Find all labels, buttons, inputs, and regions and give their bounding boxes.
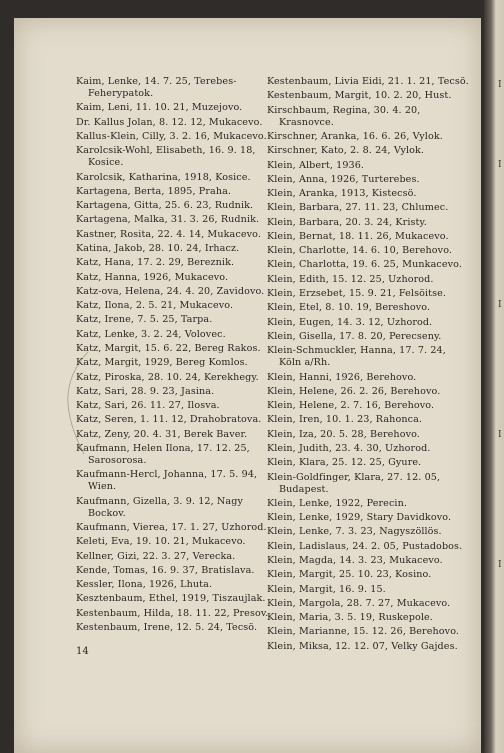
list-entry: Kastner, Rosita, 22. 4. 14, Mukacevo. xyxy=(76,228,261,240)
list-entry: Kallus-Klein, Cilly, 3. 2. 16, Mukacevo. xyxy=(76,130,267,142)
list-entry: Kartagena, Malka, 31. 3. 26, Rudnik. xyxy=(76,214,260,226)
list-entry: Katz, Hana, 17. 2. 29, Bereznik. xyxy=(76,257,235,269)
list-entry: Karolcsik-Wohl, Elisabeth, 16. 9. 18, Kosice. xyxy=(76,145,256,169)
list-entry: Kaufmann, Helen Ilona, 17. 12. 25, Sarosorosa. xyxy=(76,442,250,467)
list-entry: Klein, Erzsebet, 15. 9. 21, Felsöitse. xyxy=(267,288,447,300)
list-entry: Klein, Bernat, 18. 11. 26, Mukacevo. xyxy=(267,230,449,242)
list-entry: Klein, Miksa, 12. 12. 07, Velky Gajdes. xyxy=(267,640,458,652)
book-page xyxy=(14,18,481,753)
list-entry: Klein-Goldfinger, Klara, 27. 12. 05, Budapest. xyxy=(267,471,441,495)
list-entry: Kartagena, Gitta, 25. 6. 23, Rudnik. xyxy=(76,200,254,212)
list-entry: Katz-ova, Helena, 24. 4. 20, Zavidovo. xyxy=(76,285,265,297)
list-entry: Kesztenbaum, Ethel, 1919, Tiszaujlak. xyxy=(76,593,266,605)
list-entry: Klein, Margola, 28. 7. 27, Mukacevo. xyxy=(267,597,451,609)
list-entry: Katz, Margit, 1929, Bereg Komlos. xyxy=(76,357,248,369)
list-entry: Dr. Kallus Jolan, 8. 12. 12, Mukacevo. xyxy=(76,116,263,128)
list-entry: Kestenbaum, Irene, 12. 5. 24, Tecsö. xyxy=(76,622,258,634)
list-entry: Katz, Ilona, 2. 5. 21, Mukacevo. xyxy=(76,300,234,312)
list-entry: Kaim, Lenke, 14. 7. 25, Terebes-Feherypatok. xyxy=(76,76,237,100)
list-entry: Klein, Helene, 26. 2. 26, Berehovo. xyxy=(267,385,441,397)
list-entry: Katz, Seren, 1. 11. 12, Drahobratova. xyxy=(76,414,262,426)
list-entry: Katz, Lenke, 3. 2. 24, Volovec. xyxy=(76,328,226,340)
list-entry: Klein, Magda, 14. 3. 23, Mukacevo. xyxy=(267,555,443,566)
list-entry: Katz, Piroska, 28. 10. 24, Kerekhegy. xyxy=(76,371,259,383)
list-entry: Klein, Iren, 10. 1. 23, Rahonca. xyxy=(267,414,423,426)
list-entry: Katz, Margit, 15. 6. 22, Bereg Rakos. xyxy=(76,342,261,354)
list-entry: Klein, Etel, 8. 10. 19, Bereshovo. xyxy=(267,302,431,314)
list-entry: Klein, Charlotta, 19. 6. 25, Munkacevo. xyxy=(267,259,463,271)
list-entry: Klein, Albert, 1936. xyxy=(267,159,365,171)
right-column xyxy=(267,76,471,655)
list-entry: Klein, Edith, 15. 12. 25, Uzhorod. xyxy=(267,273,434,285)
list-entry: Klein, Lenke, 1922, Perecin. xyxy=(267,497,408,509)
list-entry: Kaufmann-Hercl, Johanna, 17. 5. 94, Wien. xyxy=(76,469,258,493)
list-entry: Katz, Irene, 7. 5. 25, Tarpa. xyxy=(76,314,213,326)
list-entry: Klein, Klara, 25. 12. 25, Gyure. xyxy=(267,457,422,469)
list-entry: Klein, Ladislaus, 24. 2. 05, Pustadobos. xyxy=(267,540,463,552)
list-entry: Kirschner, Kato, 2. 8. 24, Vylok. xyxy=(267,145,425,157)
list-entry: Katz, Sari, 26. 11. 27, Ilosva. xyxy=(76,400,220,412)
list-entry: Klein, Hanni, 1926, Berehovo. xyxy=(267,371,417,383)
list-entry: Klein, Margit, 16. 9. 15. xyxy=(267,583,386,595)
list-entry: Klein, Eugen, 14. 3. 12, Uzhorod. xyxy=(267,316,433,328)
list-entry: Kaufmann, Vierea, 17. 1. 27, Uzhorod. xyxy=(76,522,267,534)
list-entry: Kartagena, Berta, 1895, Praha. xyxy=(76,185,232,197)
page-number: 14 xyxy=(76,646,89,657)
list-entry: Katz, Zeny, 20. 4. 31, Berek Baver. xyxy=(76,428,248,440)
list-entry: Katz, Sari, 28. 9. 23, Jasina. xyxy=(76,385,215,397)
list-entry: Kirschbaum, Regina, 30. 4. 20, Krasnovce. xyxy=(267,104,421,128)
list-entry: Klein, Anna, 1926, Turterebes. xyxy=(267,173,420,185)
list-entry: Kellner, Gizi, 22. 3. 27, Verecka. xyxy=(76,550,236,562)
list-entry: Keleti, Eva, 19. 10. 21, Mukacevo. xyxy=(76,536,246,548)
list-entry: Klein, Lenke, 1929, Stary Davidkovo. xyxy=(267,512,452,524)
left-column xyxy=(76,76,276,636)
list-entry: Kestenbaum, Hilda, 18. 11. 22, Presov. xyxy=(76,607,269,619)
list-entry: Katz, Hanna, 1926, Mukacevo. xyxy=(76,271,229,283)
list-entry: Klein, Maria, 3. 5. 19, Ruskepole. xyxy=(267,612,433,624)
list-entry: Kaufmann, Gizella, 3. 9. 12, Nagy Bockov. xyxy=(76,495,243,519)
list-entry: Klein, Lenke, 7. 3. 23, Nagyszöllös. xyxy=(267,526,442,538)
list-entry: Klein, Iza, 20. 5. 28, Berehovo. xyxy=(267,428,420,440)
list-entry: Kaim, Leni, 11. 10. 21, Muzejovo. xyxy=(76,102,243,114)
list-entry: Klein, Charlotte, 14. 6. 10, Berehovo. xyxy=(267,245,453,257)
list-entry: Kessler, Ilona, 1926, Lhuta. xyxy=(76,579,213,591)
next-page-edge: I I I I I xyxy=(484,0,504,753)
list-entry: Klein, Helene, 2. 7. 16, Berehovo. xyxy=(267,400,435,412)
list-entry: Kende, Tomas, 16. 9. 37, Bratislava. xyxy=(76,564,255,576)
list-entry: Karolcsik, Katharina, 1918, Kosice. xyxy=(76,171,251,183)
list-entry: Klein, Aranka, 1913, Kistecsö. xyxy=(267,188,417,200)
list-entry: Klein, Marianne, 15. 12. 26, Berehovo. xyxy=(267,626,460,638)
list-entry: Klein, Barbara, 27. 11. 23, Chlumec. xyxy=(267,202,449,214)
list-entry: Kirschner, Aranka, 16. 6. 26, Vylok. xyxy=(267,130,443,142)
list-entry: Klein, Margit, 25. 10. 23, Kosino. xyxy=(267,569,432,581)
list-entry: Klein-Schmuckler, Hanna, 17. 7. 24, Köln a/Rh. xyxy=(267,345,446,369)
list-entry: Klein, Gisella, 17. 8. 20, Perecseny. xyxy=(267,330,442,342)
list-entry: Kestenbaum, Margit, 10. 2. 20, Hust. xyxy=(267,90,452,102)
list-entry: Katina, Jakob, 28. 10. 24, Irhacz. xyxy=(76,243,240,254)
list-entry: Klein, Barbara, 20. 3. 24, Kristy. xyxy=(267,216,427,228)
list-entry: Kestenbaum, Livia Eidi, 21. 1. 21, Tecsö. xyxy=(267,76,469,87)
list-entry: Klein, Judith, 23. 4. 30, Uzhorod. xyxy=(267,442,431,454)
